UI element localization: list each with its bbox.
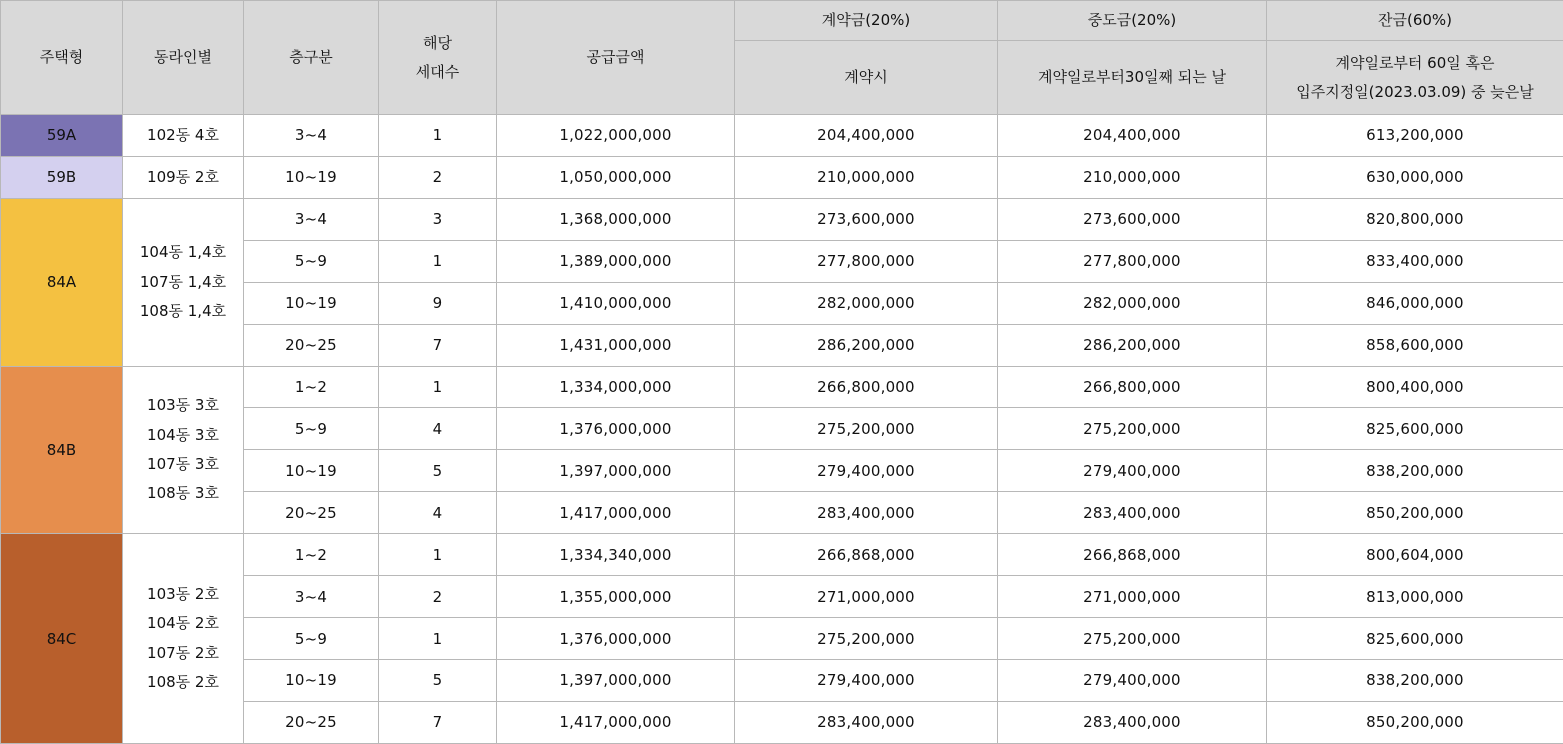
- floor-cell: 5~9: [244, 408, 379, 450]
- type-cell: 84B: [1, 366, 123, 534]
- balance-cell: 825,600,000: [1267, 618, 1563, 660]
- units-cell: 4: [379, 492, 497, 534]
- units-cell: 2: [379, 576, 497, 618]
- balance-cell: 613,200,000: [1267, 115, 1563, 157]
- supply-cell: 1,397,000,000: [497, 450, 735, 492]
- supply-cell: 1,410,000,000: [497, 282, 735, 324]
- supply-cell: 1,368,000,000: [497, 198, 735, 240]
- middle-cell: 282,000,000: [998, 282, 1267, 324]
- type-cell: 84A: [1, 198, 123, 366]
- floor-cell: 20~25: [244, 324, 379, 366]
- units-cell: 1: [379, 618, 497, 660]
- contract-cell: 273,600,000: [735, 198, 998, 240]
- table-row: [1, 366, 1563, 408]
- contract-cell: 277,800,000: [735, 240, 998, 282]
- floor-cell: 3~4: [244, 198, 379, 240]
- supply-cell: 1,417,000,000: [497, 492, 735, 534]
- units-cell: 2: [379, 156, 497, 198]
- middle-cell: 273,600,000: [998, 198, 1267, 240]
- units-cell: 7: [379, 701, 497, 743]
- balance-cell: 833,400,000: [1267, 240, 1563, 282]
- contract-cell: 283,400,000: [735, 492, 998, 534]
- floor-cell: 20~25: [244, 701, 379, 743]
- middle-cell: 275,200,000: [998, 408, 1267, 450]
- units-cell: 4: [379, 408, 497, 450]
- dong-line: 107동 2호: [147, 643, 219, 662]
- dong-line: 103동 2호: [147, 585, 219, 604]
- supply-cell: 1,376,000,000: [497, 408, 735, 450]
- balance-cell: 825,600,000: [1267, 408, 1563, 450]
- type-cell: 84C: [1, 534, 123, 744]
- middle-cell: 271,000,000: [998, 576, 1267, 618]
- header-middle-group: 중도금(20%): [998, 1, 1267, 41]
- contract-cell: 283,400,000: [735, 701, 998, 743]
- header-floor: 층구분: [244, 1, 379, 115]
- header-supply: 공급금액: [497, 1, 735, 115]
- header-units-line2: 세대수: [415, 62, 460, 81]
- dong-line: 107동 1,4호: [139, 272, 227, 291]
- header-balance-sub: [1267, 41, 1563, 115]
- dong-line: 104동 2호: [147, 614, 219, 633]
- header-balance-sub-line2: 입주지정일(2023.03.09) 중 늦은날: [1296, 82, 1534, 101]
- dong-line: 102동 4호: [147, 125, 219, 144]
- balance-cell: 858,600,000: [1267, 324, 1563, 366]
- balance-cell: 838,200,000: [1267, 450, 1563, 492]
- supply-cell: 1,334,000,000: [497, 366, 735, 408]
- middle-cell: 279,400,000: [998, 450, 1267, 492]
- table-row: [1, 534, 1563, 576]
- dong-cell: [123, 156, 244, 198]
- balance-cell: 850,200,000: [1267, 492, 1563, 534]
- units-cell: 5: [379, 450, 497, 492]
- dong-line: 103동 3호: [147, 396, 219, 415]
- header-contract-sub: 계약시: [735, 41, 998, 115]
- contract-cell: 271,000,000: [735, 576, 998, 618]
- middle-cell: 266,800,000: [998, 366, 1267, 408]
- header-middle-sub: 계약일로부터30일째 되는 날: [998, 41, 1267, 115]
- table-row: [1, 115, 1563, 157]
- header-units-line1: 해당: [423, 34, 452, 52]
- balance-cell: 820,800,000: [1267, 198, 1563, 240]
- contract-cell: 204,400,000: [735, 115, 998, 157]
- balance-cell: 813,000,000: [1267, 576, 1563, 618]
- balance-cell: 800,400,000: [1267, 366, 1563, 408]
- contract-cell: 266,800,000: [735, 366, 998, 408]
- middle-cell: 277,800,000: [998, 240, 1267, 282]
- contract-cell: 275,200,000: [735, 408, 998, 450]
- floor-cell: 10~19: [244, 659, 379, 701]
- units-cell: 9: [379, 282, 497, 324]
- floor-cell: 5~9: [244, 618, 379, 660]
- units-cell: 1: [379, 366, 497, 408]
- units-cell: 5: [379, 659, 497, 701]
- type-cell: 59A: [1, 115, 123, 157]
- contract-cell: 266,868,000: [735, 534, 998, 576]
- dong-line: 109동 2호: [147, 167, 219, 186]
- supply-cell: 1,431,000,000: [497, 324, 735, 366]
- balance-cell: 630,000,000: [1267, 156, 1563, 198]
- balance-cell: 850,200,000: [1267, 701, 1563, 743]
- middle-cell: 275,200,000: [998, 618, 1267, 660]
- floor-cell: 20~25: [244, 492, 379, 534]
- floor-cell: 10~19: [244, 282, 379, 324]
- header-balance-sub-line1: 계약일로부터 60일 혹은: [1335, 54, 1495, 72]
- middle-cell: 286,200,000: [998, 324, 1267, 366]
- type-cell: 59B: [1, 156, 123, 198]
- contract-cell: 279,400,000: [735, 450, 998, 492]
- header-type: 주택형: [1, 1, 123, 115]
- units-cell: 3: [379, 198, 497, 240]
- middle-cell: 279,400,000: [998, 659, 1267, 701]
- dong-cell: [123, 366, 244, 534]
- floor-cell: 10~19: [244, 450, 379, 492]
- dong-line: 108동 2호: [147, 672, 219, 691]
- contract-cell: 282,000,000: [735, 282, 998, 324]
- middle-cell: 266,868,000: [998, 534, 1267, 576]
- balance-cell: 838,200,000: [1267, 659, 1563, 701]
- contract-cell: 286,200,000: [735, 324, 998, 366]
- table-row: [1, 156, 1563, 198]
- dong-line: 107동 3호: [147, 454, 219, 473]
- dong-line: 104동 3호: [147, 425, 219, 444]
- contract-cell: 275,200,000: [735, 618, 998, 660]
- middle-cell: 283,400,000: [998, 492, 1267, 534]
- middle-cell: 204,400,000: [998, 115, 1267, 157]
- supply-cell: 1,355,000,000: [497, 576, 735, 618]
- dong-line: 104동 1,4호: [139, 243, 227, 262]
- header-balance-group: 잔금(60%): [1267, 1, 1563, 41]
- units-cell: 1: [379, 534, 497, 576]
- middle-cell: 210,000,000: [998, 156, 1267, 198]
- supply-cell: 1,397,000,000: [497, 659, 735, 701]
- contract-cell: 279,400,000: [735, 659, 998, 701]
- units-cell: 1: [379, 115, 497, 157]
- supply-cell: 1,050,000,000: [497, 156, 735, 198]
- dong-cell: [123, 534, 244, 744]
- supply-cell: 1,389,000,000: [497, 240, 735, 282]
- supply-cell: 1,022,000,000: [497, 115, 735, 157]
- dong-cell: [123, 115, 244, 157]
- balance-cell: 800,604,000: [1267, 534, 1563, 576]
- units-cell: 1: [379, 240, 497, 282]
- units-cell: 7: [379, 324, 497, 366]
- dong-line: 108동 1,4호: [139, 301, 227, 320]
- supply-cell: 1,417,000,000: [497, 701, 735, 743]
- contract-cell: 210,000,000: [735, 156, 998, 198]
- floor-cell: 10~19: [244, 156, 379, 198]
- floor-cell: 1~2: [244, 366, 379, 408]
- floor-cell: 1~2: [244, 534, 379, 576]
- balance-cell: 846,000,000: [1267, 282, 1563, 324]
- floor-cell: 3~4: [244, 576, 379, 618]
- table-header: [1, 1, 1563, 115]
- floor-cell: 3~4: [244, 115, 379, 157]
- header-contract-group: 계약금(20%): [735, 1, 998, 41]
- table-row: [1, 198, 1563, 240]
- floor-cell: 5~9: [244, 240, 379, 282]
- header-row-top: [1, 1, 1563, 41]
- dong-cell: [123, 198, 244, 366]
- dong-line: 108동 3호: [147, 484, 219, 503]
- middle-cell: 283,400,000: [998, 701, 1267, 743]
- header-units: [379, 1, 497, 115]
- header-dong: 동라인별: [123, 1, 244, 115]
- supply-cell: 1,376,000,000: [497, 618, 735, 660]
- supply-cell: 1,334,340,000: [497, 534, 735, 576]
- table-body: [1, 115, 1563, 744]
